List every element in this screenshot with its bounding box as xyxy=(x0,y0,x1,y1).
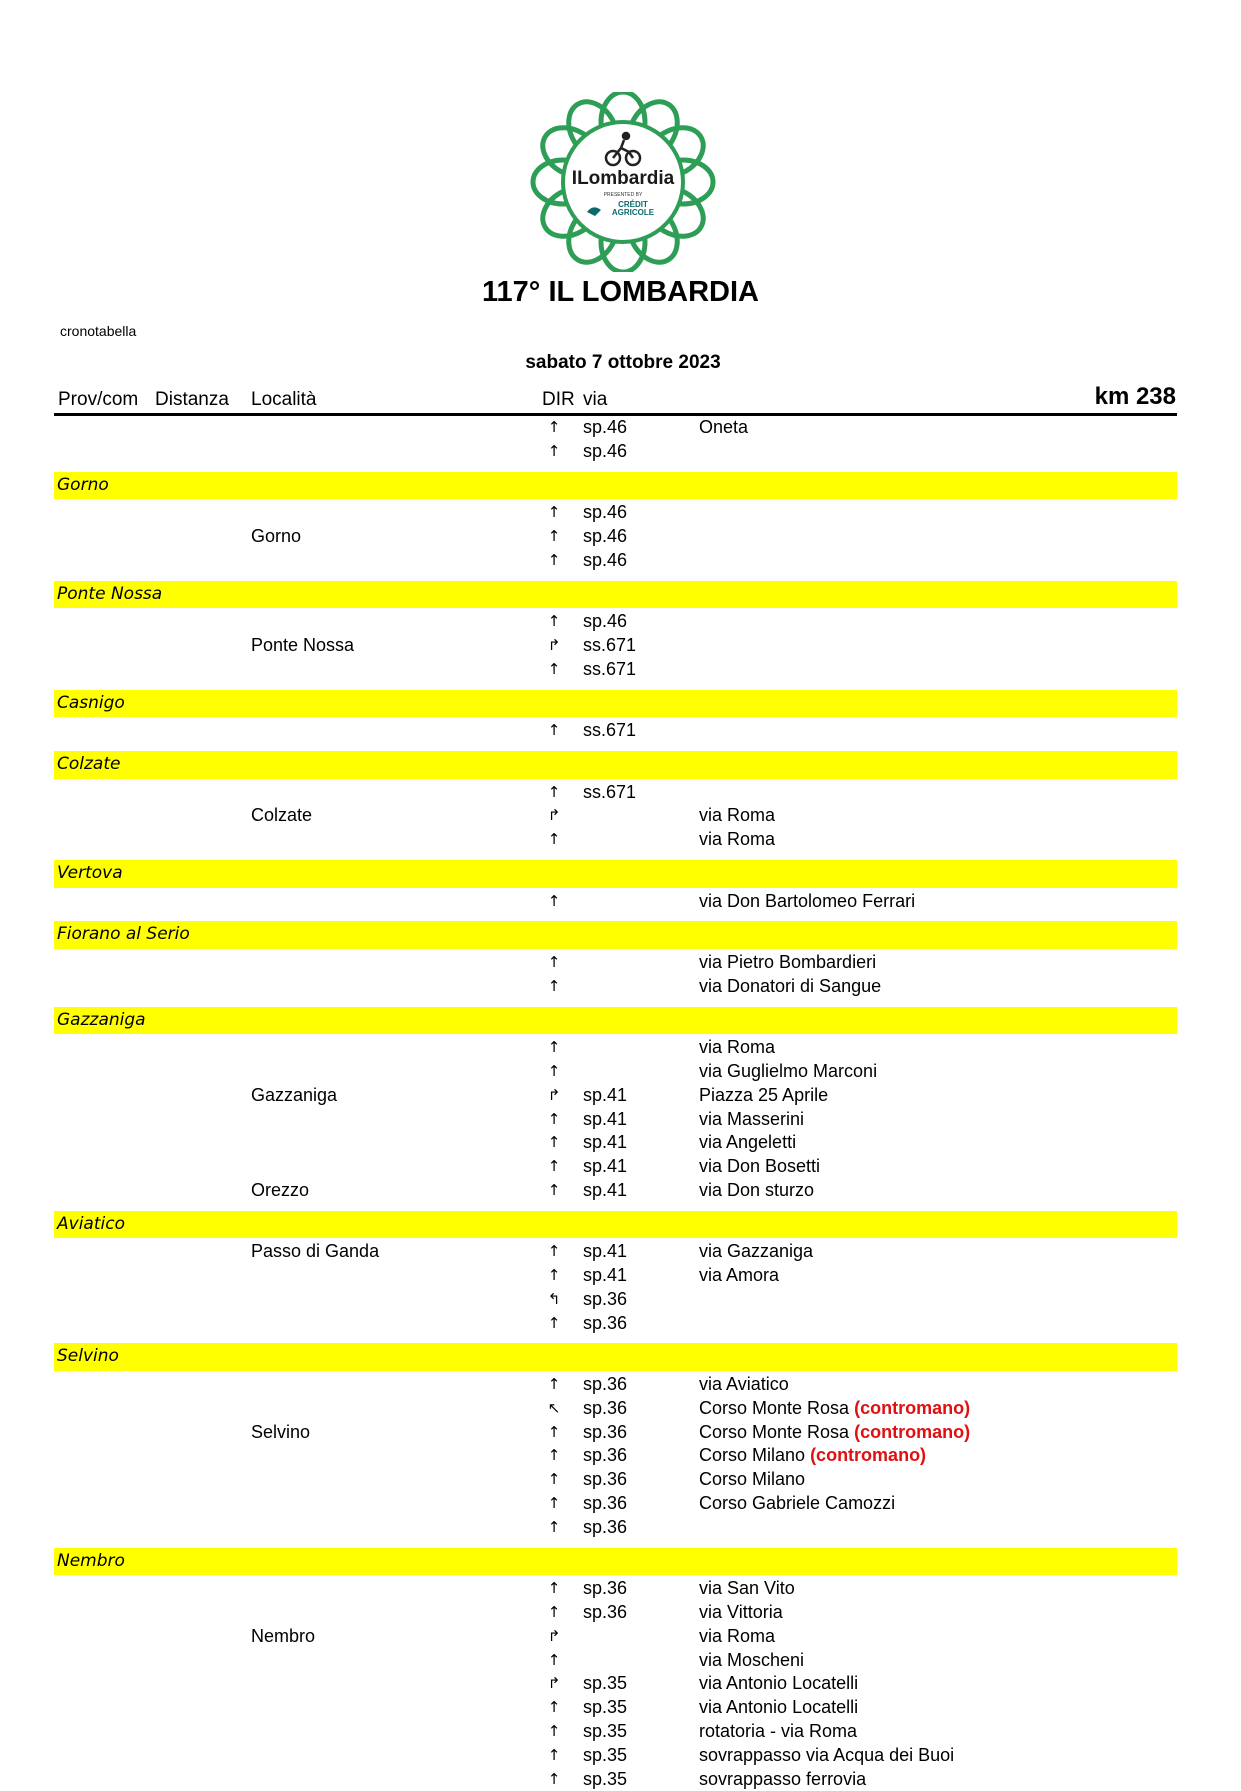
road-code: sp.46 xyxy=(583,440,628,461)
route-row xyxy=(54,781,1177,805)
direction-arrow-icon: ↰ xyxy=(547,1289,561,1308)
route-row xyxy=(54,1240,1177,1264)
race-date: sabato 7 ottobre 2023 xyxy=(525,352,721,373)
route-row xyxy=(54,1720,1177,1744)
route-row xyxy=(54,975,1177,999)
route-row xyxy=(54,1768,1177,1791)
locality-name: Gorno xyxy=(251,525,302,546)
direction-arrow-icon: ↑ xyxy=(547,550,561,569)
road-code: sp.41 xyxy=(583,1241,628,1262)
contromano-warning: (contromano) xyxy=(810,1445,927,1466)
street-name: via Donatori di Sangue xyxy=(699,975,882,996)
route-row xyxy=(54,828,1177,852)
street-name: via Moscheni xyxy=(699,1649,805,1670)
route-row xyxy=(54,1131,1177,1155)
locality-name: Orezzo xyxy=(251,1179,310,1200)
direction-arrow-icon: ↑ xyxy=(547,1157,561,1176)
street-name-cell xyxy=(699,1036,775,1060)
locality-name: Colzate xyxy=(251,805,313,826)
direction-arrow-icon: ↑ xyxy=(547,1745,561,1764)
municipality-band xyxy=(54,581,1177,609)
municipality-band xyxy=(54,921,1177,949)
direction-arrow-icon: ↖ xyxy=(547,1398,561,1417)
street-name-cell xyxy=(699,1084,828,1108)
direction-arrow-icon: ↑ xyxy=(547,1109,561,1128)
municipality-name: Ponte Nossa xyxy=(57,583,163,604)
municipality-band xyxy=(54,1211,1177,1239)
road-code: sp.35 xyxy=(583,1697,628,1718)
street-name-cell xyxy=(699,1649,804,1673)
locality-name: Passo di Ganda xyxy=(251,1241,380,1262)
direction-arrow-icon: ↑ xyxy=(547,612,561,631)
direction-arrow-icon: ↱ xyxy=(547,635,561,654)
route-row xyxy=(54,804,1177,828)
street-name: Corso Milano xyxy=(699,1469,806,1490)
route-row xyxy=(54,1744,1177,1768)
locality-name: Ponte Nossa xyxy=(251,634,355,655)
municipality-band xyxy=(54,751,1177,779)
street-name: via Pietro Bombardieri xyxy=(699,951,877,972)
municipality-name: Nembro xyxy=(57,1550,125,1571)
route-row xyxy=(54,1036,1177,1060)
route-row xyxy=(54,1421,1177,1445)
municipality-name: Colzate xyxy=(57,753,121,774)
logo-sponsor-1: CRÉDIT xyxy=(618,200,648,209)
street-name-cell xyxy=(699,1625,775,1649)
direction-arrow-icon: ↑ xyxy=(547,659,561,678)
route-row xyxy=(54,416,1177,440)
route-row xyxy=(54,1108,1177,1132)
street-name: via Amora xyxy=(699,1265,780,1286)
street-name: via Don Bosetti xyxy=(699,1156,821,1177)
direction-arrow-icon: ↑ xyxy=(547,952,561,971)
road-code: sp.35 xyxy=(583,1673,628,1694)
street-name: Corso Milano xyxy=(699,1445,806,1466)
street-name: Oneta xyxy=(699,417,749,437)
street-name-cell xyxy=(699,1131,796,1155)
street-name-cell xyxy=(699,804,775,828)
route-row xyxy=(54,1492,1177,1516)
street-name-cell xyxy=(699,975,881,999)
route-row xyxy=(54,1625,1177,1649)
direction-arrow-icon: ↑ xyxy=(547,1517,561,1536)
route-row xyxy=(54,1397,1177,1421)
contromano-warning: (contromano) xyxy=(854,1421,971,1442)
road-code: sp.36 xyxy=(583,1312,628,1333)
direction-arrow-icon: ↑ xyxy=(547,1446,561,1465)
locality-name: Nembro xyxy=(251,1625,316,1646)
road-code: sp.36 xyxy=(583,1516,628,1537)
street-name: via Antonio Locatelli xyxy=(699,1697,859,1718)
road-code: sp.36 xyxy=(583,1397,628,1418)
road-code: sp.36 xyxy=(583,1445,628,1466)
logo-sponsor-2: AGRICOLE xyxy=(611,208,655,217)
street-name-cell xyxy=(699,1492,895,1516)
route-row xyxy=(54,1696,1177,1720)
route-row xyxy=(54,634,1177,658)
municipality-band xyxy=(54,1007,1177,1035)
municipality-name: Vertova xyxy=(57,862,123,883)
street-name-cell xyxy=(699,1179,814,1203)
direction-arrow-icon: ↑ xyxy=(547,441,561,460)
route-row xyxy=(54,1468,1177,1492)
route-row xyxy=(54,1601,1177,1625)
logo-subtext: PRESENTED BY xyxy=(603,192,643,198)
route-row xyxy=(54,1649,1177,1673)
route-row xyxy=(54,951,1177,975)
street-name: Corso Gabriele Camozzi xyxy=(699,1493,896,1514)
route-row xyxy=(54,1264,1177,1288)
street-name: via Aviatico xyxy=(699,1374,789,1395)
street-name: Corso Monte Rosa xyxy=(699,1397,850,1418)
direction-arrow-icon: ↑ xyxy=(547,1603,561,1622)
street-name: via Angeletti xyxy=(699,1132,797,1153)
municipality-band xyxy=(54,472,1177,500)
road-code: sp.46 xyxy=(583,525,628,546)
route-table xyxy=(54,416,1177,1791)
il-lombardia-logo xyxy=(525,92,721,272)
road-code: ss.671 xyxy=(583,720,637,741)
street-name-cell xyxy=(699,1421,970,1445)
route-row xyxy=(54,1672,1177,1696)
column-header-localita: Località xyxy=(251,389,317,410)
road-code: sp.41 xyxy=(583,1132,628,1153)
direction-arrow-icon: ↑ xyxy=(547,976,561,995)
locality-name: Gazzaniga xyxy=(251,1084,338,1105)
street-name-cell xyxy=(699,1744,954,1768)
road-code: sp.46 xyxy=(583,611,628,632)
column-header-dir: DIR xyxy=(542,389,575,410)
direction-arrow-icon: ↑ xyxy=(547,1266,561,1285)
municipality-band xyxy=(54,1548,1177,1576)
municipality-name: Aviatico xyxy=(57,1213,125,1234)
street-name: via Antonio Locatelli xyxy=(699,1673,859,1694)
logo-text: ILombardia xyxy=(571,168,675,189)
direction-arrow-icon: ↑ xyxy=(547,1769,561,1788)
direction-arrow-icon: ↑ xyxy=(547,1722,561,1741)
street-name: via San Vito xyxy=(699,1578,795,1599)
direction-arrow-icon: ↑ xyxy=(547,830,561,849)
street-name: via Roma xyxy=(699,829,776,850)
street-name-cell xyxy=(699,1468,805,1492)
column-header-via: via xyxy=(583,389,608,410)
road-code: sp.35 xyxy=(583,1768,628,1789)
document-label: cronotabella xyxy=(60,323,137,339)
route-row xyxy=(54,1312,1177,1336)
street-name: via Don sturzo xyxy=(699,1179,815,1200)
street-name-cell xyxy=(699,416,748,440)
direction-arrow-icon: ↑ xyxy=(547,1494,561,1513)
street-name-cell xyxy=(699,1240,813,1264)
route-row xyxy=(54,1060,1177,1084)
street-name-cell xyxy=(699,890,915,914)
route-row xyxy=(54,440,1177,464)
direction-arrow-icon: ↑ xyxy=(547,1313,561,1332)
direction-arrow-icon: ↑ xyxy=(547,1422,561,1441)
road-code: sp.35 xyxy=(583,1721,628,1742)
road-code: ss.671 xyxy=(583,658,637,679)
road-code: sp.41 xyxy=(583,1108,628,1129)
contromano-warning: (contromano) xyxy=(854,1397,971,1418)
street-name-cell xyxy=(699,1373,789,1397)
route-row xyxy=(54,719,1177,743)
street-name: via Gazzaniga xyxy=(699,1241,814,1262)
street-name: via Roma xyxy=(699,1037,776,1058)
route-row xyxy=(54,525,1177,549)
street-name-cell xyxy=(699,828,775,852)
road-code: sp.35 xyxy=(583,1744,628,1765)
street-name: via Roma xyxy=(699,1625,776,1646)
road-code: sp.41 xyxy=(583,1084,628,1105)
municipality-name: Casnigo xyxy=(57,692,125,713)
direction-arrow-icon: ↑ xyxy=(547,1470,561,1489)
municipality-name: Gazzaniga xyxy=(57,1009,146,1030)
route-row xyxy=(54,549,1177,573)
direction-arrow-icon: ↑ xyxy=(547,1375,561,1394)
municipality-band xyxy=(54,860,1177,888)
direction-arrow-icon: ↑ xyxy=(547,418,561,436)
street-name: via Roma xyxy=(699,805,776,826)
road-code: sp.41 xyxy=(583,1156,628,1177)
road-code: sp.46 xyxy=(583,502,628,523)
direction-arrow-icon: ↑ xyxy=(547,1038,561,1057)
street-name-cell xyxy=(699,1444,926,1468)
direction-arrow-icon: ↑ xyxy=(547,721,561,740)
street-name-cell xyxy=(699,1720,857,1744)
route-row xyxy=(54,1577,1177,1601)
street-name-cell xyxy=(699,1264,779,1288)
locality-name: Selvino xyxy=(251,1421,311,1442)
route-row xyxy=(54,1373,1177,1397)
direction-arrow-icon: ↱ xyxy=(547,1085,561,1104)
road-code: sp.41 xyxy=(583,1179,628,1200)
street-name: via Vittoria xyxy=(699,1602,783,1623)
street-name: Piazza 25 Aprile xyxy=(699,1084,829,1105)
municipality-name: Fiorano al Serio xyxy=(57,924,190,945)
street-name-cell xyxy=(699,1672,858,1696)
road-code: sp.36 xyxy=(583,1578,628,1599)
direction-arrow-icon: ↑ xyxy=(547,1579,561,1598)
street-name: via Masserini xyxy=(699,1108,805,1129)
road-code: sp.41 xyxy=(583,1265,628,1286)
direction-arrow-icon: ↑ xyxy=(547,1061,561,1080)
total-distance: km 238 xyxy=(1094,383,1176,410)
road-code: sp.36 xyxy=(583,1374,628,1395)
street-name: via Guglielmo Marconi xyxy=(699,1060,878,1081)
municipality-name: Gorno xyxy=(57,474,109,495)
route-row xyxy=(54,610,1177,634)
route-row xyxy=(54,1288,1177,1312)
route-row xyxy=(54,501,1177,525)
column-header-distanza: Distanza xyxy=(155,389,229,410)
road-code: sp.36 xyxy=(583,1493,628,1514)
street-name-cell xyxy=(699,1696,858,1720)
street-name-cell xyxy=(699,1060,877,1084)
street-name-cell xyxy=(699,1397,970,1421)
route-row xyxy=(54,890,1177,914)
street-name: Corso Monte Rosa xyxy=(699,1421,850,1442)
street-name-cell xyxy=(699,1108,804,1132)
street-name-cell xyxy=(699,1577,795,1601)
street-name: via Don Bartolomeo Ferrari xyxy=(699,890,916,911)
street-name: rotatoria - via Roma xyxy=(699,1721,858,1742)
municipality-band xyxy=(54,690,1177,718)
direction-arrow-icon: ↑ xyxy=(547,1650,561,1669)
direction-arrow-icon: ↑ xyxy=(547,526,561,545)
route-row xyxy=(54,1516,1177,1540)
direction-arrow-icon: ↑ xyxy=(547,1242,561,1261)
direction-arrow-icon: ↑ xyxy=(547,503,561,522)
municipality-name: Selvino xyxy=(57,1346,119,1367)
direction-arrow-icon: ↑ xyxy=(547,891,561,910)
direction-arrow-icon: ↱ xyxy=(547,1626,561,1645)
route-row xyxy=(54,1444,1177,1468)
direction-arrow-icon: ↑ xyxy=(547,1133,561,1152)
route-row xyxy=(54,658,1177,682)
road-code: ss.671 xyxy=(583,634,637,655)
street-name-cell xyxy=(699,1768,866,1791)
route-row xyxy=(54,1179,1177,1203)
column-header-prov: Prov/com xyxy=(58,389,139,410)
road-code: sp.46 xyxy=(583,417,628,437)
street-name-cell xyxy=(699,1155,820,1179)
street-name: sovrappasso via Acqua dei Buoi xyxy=(699,1744,955,1765)
road-code: sp.36 xyxy=(583,1469,628,1490)
route-row xyxy=(54,1155,1177,1179)
direction-arrow-icon: ↑ xyxy=(547,1698,561,1717)
road-code: sp.36 xyxy=(583,1288,628,1309)
road-code: ss.671 xyxy=(583,781,637,802)
direction-arrow-icon: ↑ xyxy=(547,782,561,801)
municipality-band xyxy=(54,1343,1177,1371)
road-code: sp.46 xyxy=(583,549,628,570)
road-code: sp.36 xyxy=(583,1421,628,1442)
street-name: sovrappasso ferrovia xyxy=(699,1768,867,1789)
street-name-cell xyxy=(699,1601,783,1625)
direction-arrow-icon: ↱ xyxy=(547,806,561,825)
street-name-cell xyxy=(699,951,876,975)
direction-arrow-icon: ↱ xyxy=(547,1674,561,1693)
direction-arrow-icon: ↑ xyxy=(547,1180,561,1199)
road-code: sp.36 xyxy=(583,1602,628,1623)
page-title: 117° IL LOMBARDIA xyxy=(482,276,759,308)
route-row xyxy=(54,1084,1177,1108)
